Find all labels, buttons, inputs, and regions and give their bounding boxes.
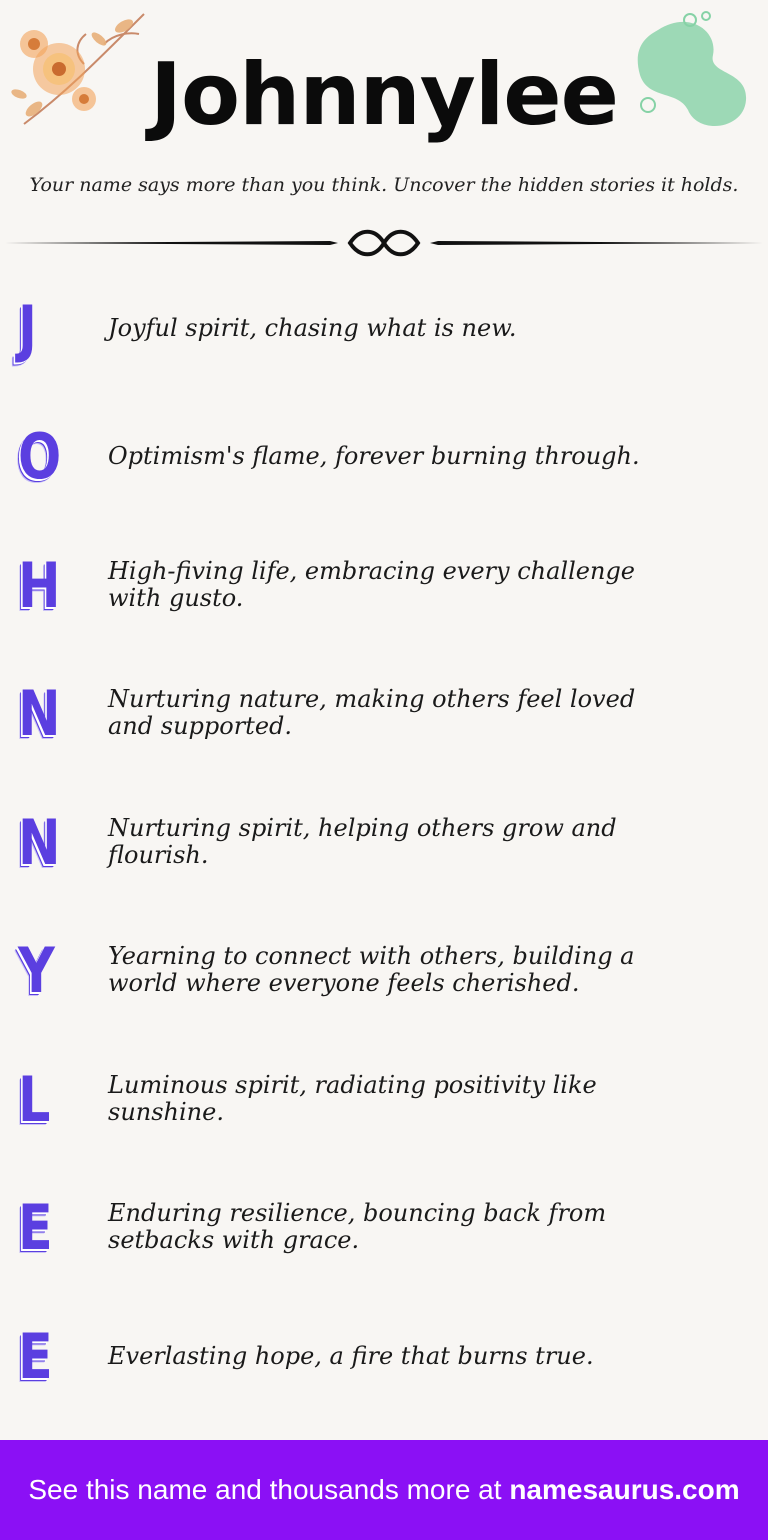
footer-text: See this name and thousands more at	[28, 1474, 510, 1505]
page-title: Johnnylee	[150, 45, 618, 145]
letter-description: High-fiving life, embracing every challenge with gusto.	[108, 557, 636, 612]
letter-description: Luminous spirit, radiating positivity like sunshine.	[108, 1071, 597, 1126]
letter-description: Joyful spirit, chasing what is new.	[108, 313, 517, 342]
ornamental-divider	[0, 222, 768, 264]
letter-description: Nurturing spirit, helping others grow and flourish.	[108, 814, 617, 869]
footer-site-link[interactable]: namesaurus.com	[509, 1474, 740, 1505]
letter-row-e	[0, 1316, 768, 1426]
letter-row-o	[0, 416, 768, 526]
letter-e: E	[18, 1320, 53, 1393]
letter-description: Optimism's flame, forever burning through.	[108, 441, 640, 470]
page-subtitle: Your name says more than you think. Uncover the hidden stories it holds.	[29, 174, 739, 196]
letter-description: Enduring resilience, bouncing back from setbacks with grace.	[108, 1199, 607, 1254]
letter-row-y	[0, 930, 768, 1040]
letter-row-j	[0, 288, 768, 398]
letter-n: N	[18, 806, 61, 879]
letter-row-l	[0, 1059, 768, 1169]
letter-l: L	[18, 1063, 51, 1136]
letter-description: Yearning to connect with others, building a world where everyone feels cherished.	[108, 942, 635, 997]
footer-banner	[0, 1440, 768, 1540]
letter-o: O	[18, 420, 62, 493]
letter-h: H	[18, 549, 61, 622]
letter-description: Nurturing nature, making others feel loved and supported.	[108, 685, 636, 740]
letter-row-n	[0, 802, 768, 912]
letter-row-n	[0, 673, 768, 783]
letter-row-h	[0, 545, 768, 655]
letter-y: Y	[18, 934, 55, 1007]
letter-n: N	[18, 677, 61, 750]
letter-row-e	[0, 1187, 768, 1297]
letter-e: E	[18, 1191, 53, 1264]
letter-description: Everlasting hope, a fire that burns true.	[108, 1341, 594, 1370]
letter-j: J	[18, 292, 37, 365]
